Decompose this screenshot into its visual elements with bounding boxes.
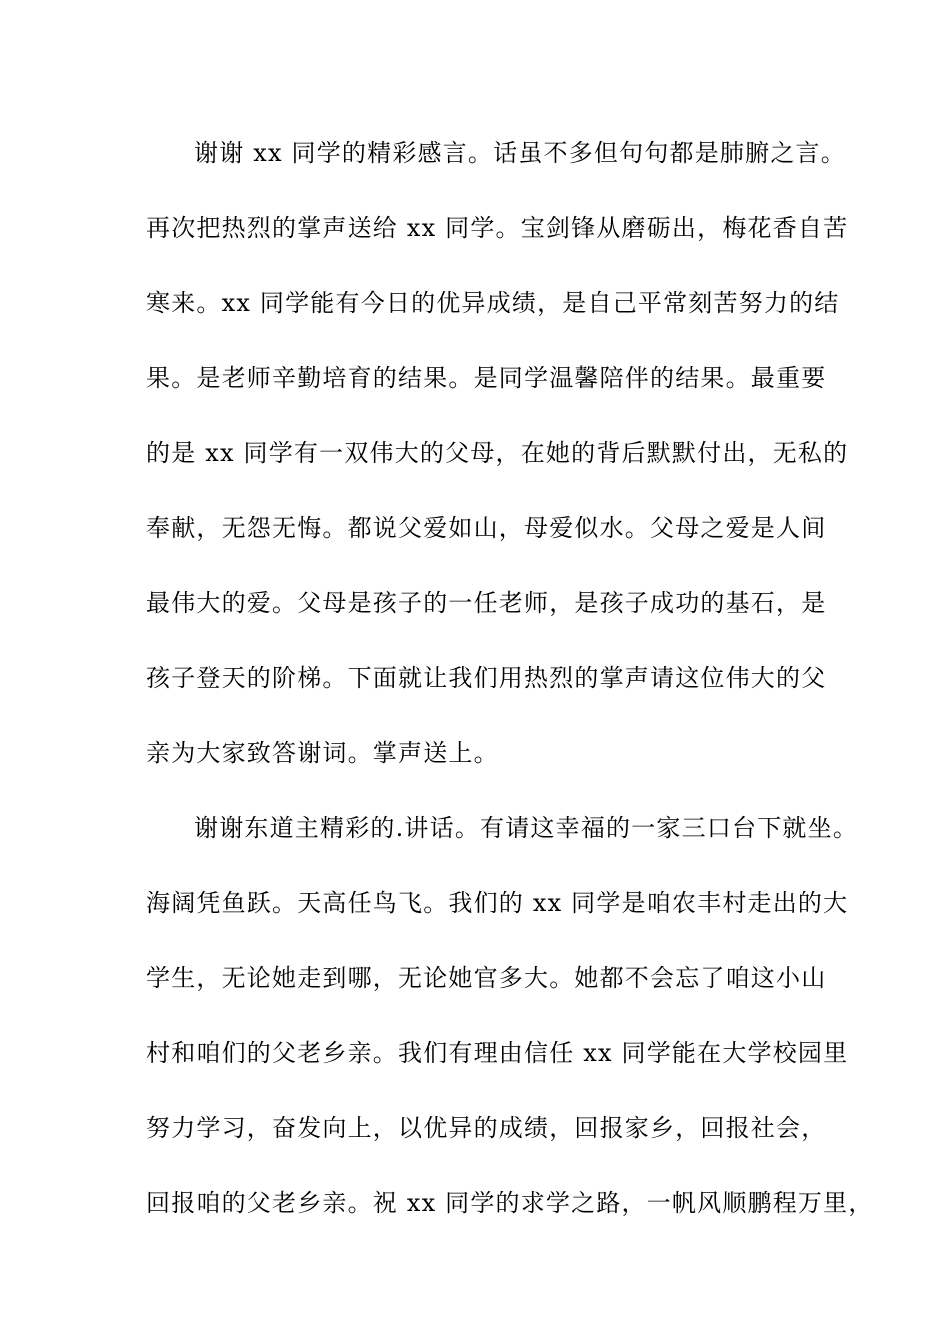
paragraph-1-line-7: 最伟大的爱。父母是孩子的一任老师，是孩子成功的基石，是 [146, 589, 827, 617]
paragraph-2-line-5: 努力学习，奋发向上，以优异的成绩，回报家乡，回报社会， [146, 1114, 827, 1142]
paragraph-2-line-6: 回报咱的父老乡亲。祝 xx 同学的求学之路，一帆风顺鹏程万里， [146, 1189, 874, 1217]
paragraph-1-line-3: 寒来。xx 同学能有今日的优异成绩，是自己平常刻苦努力的结 [146, 289, 840, 317]
paragraph-2-line-3: 学生，无论她走到哪，无论她官多大。她都不会忘了咱这小山 [146, 964, 827, 992]
paragraph-1-line-8: 孩子登天的阶梯。下面就让我们用热烈的掌声请这位伟大的父 [146, 664, 827, 692]
paragraph-1-line-5: 的是 xx 同学有一双伟大的父母，在她的背后默默付出，无私的 [146, 439, 849, 467]
paragraph-2-line-2: 海阔凭鱼跃。天高任鸟飞。我们的 xx 同学是咱农丰村走出的大 [146, 889, 849, 917]
paragraph-1-line-6: 奉献，无怨无悔。都说父爱如山，母爱似水。父母之爱是人间 [146, 514, 827, 542]
paragraph-1-line-2: 再次把热烈的掌声送给 xx 同学。宝剑锋从磨砺出，梅花香自苦 [146, 214, 849, 242]
paragraph-1-line-9: 亲为大家致答谢词。掌声送上。 [146, 739, 499, 767]
paragraph-1-line-4: 果。是老师辛勤培育的结果。是同学温馨陪伴的结果。最重要 [146, 364, 827, 392]
paragraph-1-line-1: 谢谢 xx 同学的精彩感言。话虽不多但句句都是肺腑之言。 [194, 139, 846, 167]
paragraph-2-line-1: 谢谢东道主精彩的.讲话。有请这幸福的一家三口台下就坐。 [194, 814, 859, 842]
paragraph-2-line-4: 村和咱们的父老乡亲。我们有理由信任 xx 同学能在大学校园里 [146, 1039, 849, 1067]
